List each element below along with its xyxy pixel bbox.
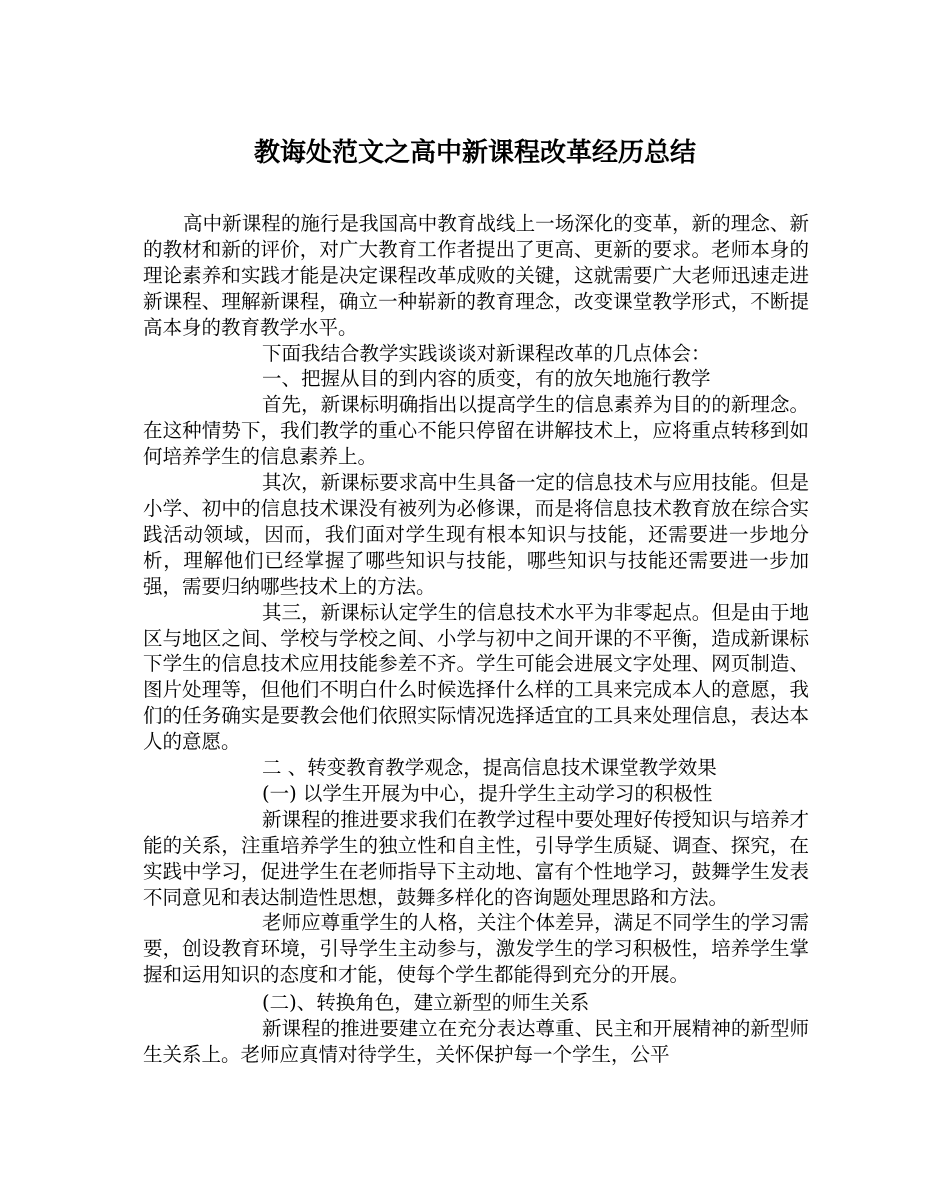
paragraph-new-curriculum: 新课程的推进要求我们在教学过程中要处理好传授知识与培养才能的关系，注重培养学生的独立性和自主性，引导学生质疑、调查、探究，在实践中学习，促进学生在老师指导下主动地、富有个性地学习，鼓舞学生发表不同意见和表达制造性思想，鼓舞多样化的咨询题处理思路和方法。 — [143, 807, 809, 909]
page-title: 教诲处范文之高中新课程改革经历总结 — [253, 138, 696, 168]
paragraph-lead: 下面我结合教学实践谈谈对新课程改革的几点体会： — [262, 341, 711, 365]
paragraph-first: 首先，新课标明确指出以提高学生的信息素养为目的的新理念。在这种情势下，我们教学的重心不能只停留在讲解技术上，应将重点转移到如何培养学生的信息素养上。 — [143, 393, 809, 469]
paragraph-teacher-student: 新课程的推进要建立在充分表达尊重、民主和开展精神的新型师生关系上。老师应真情对待学生，关怀保护每一个学生，公平 — [143, 1017, 809, 1066]
section-heading-2: 二 、转变教育教学观念，提高信息技术课堂教学效果 — [262, 756, 717, 780]
paragraph-third: 其三，新课标认定学生的信息技术水平为非零起点。但是由于地区与地区之间、学校与学校之间、小学与初中之间开课的不平衡，造成新课标下学生的信息技术应用技能参差不齐。学生可能会进展文字处理、网页制造、图片处理等，但他们不明白什么时候选择什么样的工具来完成本人的意愿，我们的任务确实是要教会他们依照实际情况选择适宜的工具来处理信息，表达本人的意愿。 — [143, 600, 809, 754]
subsection-heading-1: (一) 以学生开展为中心，提升学生主动学习的积极性 — [262, 781, 713, 805]
paragraph-second: 其次，新课标要求高中生具备一定的信息技术与应用技能。但是小学、初中的信息技术课没有被列为必修课，而是将信息技术教育放在综合实践活动领域，因而，我们面对学生现有根本知识与技能，还需要进一步地分析，理解他们已经掌握了哪些知识与技能，哪些知识与技能还需要进一步加强，需要归纳哪些技术上的方法。 — [143, 471, 809, 598]
paragraph-respect-students: 老师应尊重学生的人格，关注个体差异，满足不同学生的学习需要，创设教育环境，引导学生主动参与，激发学生的学习积极性，培养学生掌握和运用知识的态度和才能，使每个学生都能得到充分的开展。 — [143, 911, 809, 987]
section-heading-1: 一、把握从目的到内容的质变，有的放矢地施行教学 — [262, 367, 711, 391]
document-body — [143, 211, 809, 1068]
paragraph-intro: 高中新课程的施行是我国高中教育战线上一场深化的变革，新的理念、新的教材和新的评价，对广大教育工作者提出了更高、更新的要求。老师本身的理论素养和实践才能是决定课程改革成败的关键，这就需要广大老师迅速走进新课程、理解新课程，确立一种崭新的教育理念，改变课堂教学形式，不断提高本身的教育教学水平。 — [143, 212, 809, 339]
subsection-heading-2: (二)、转换角色，建立新型的师生关系 — [262, 991, 590, 1015]
